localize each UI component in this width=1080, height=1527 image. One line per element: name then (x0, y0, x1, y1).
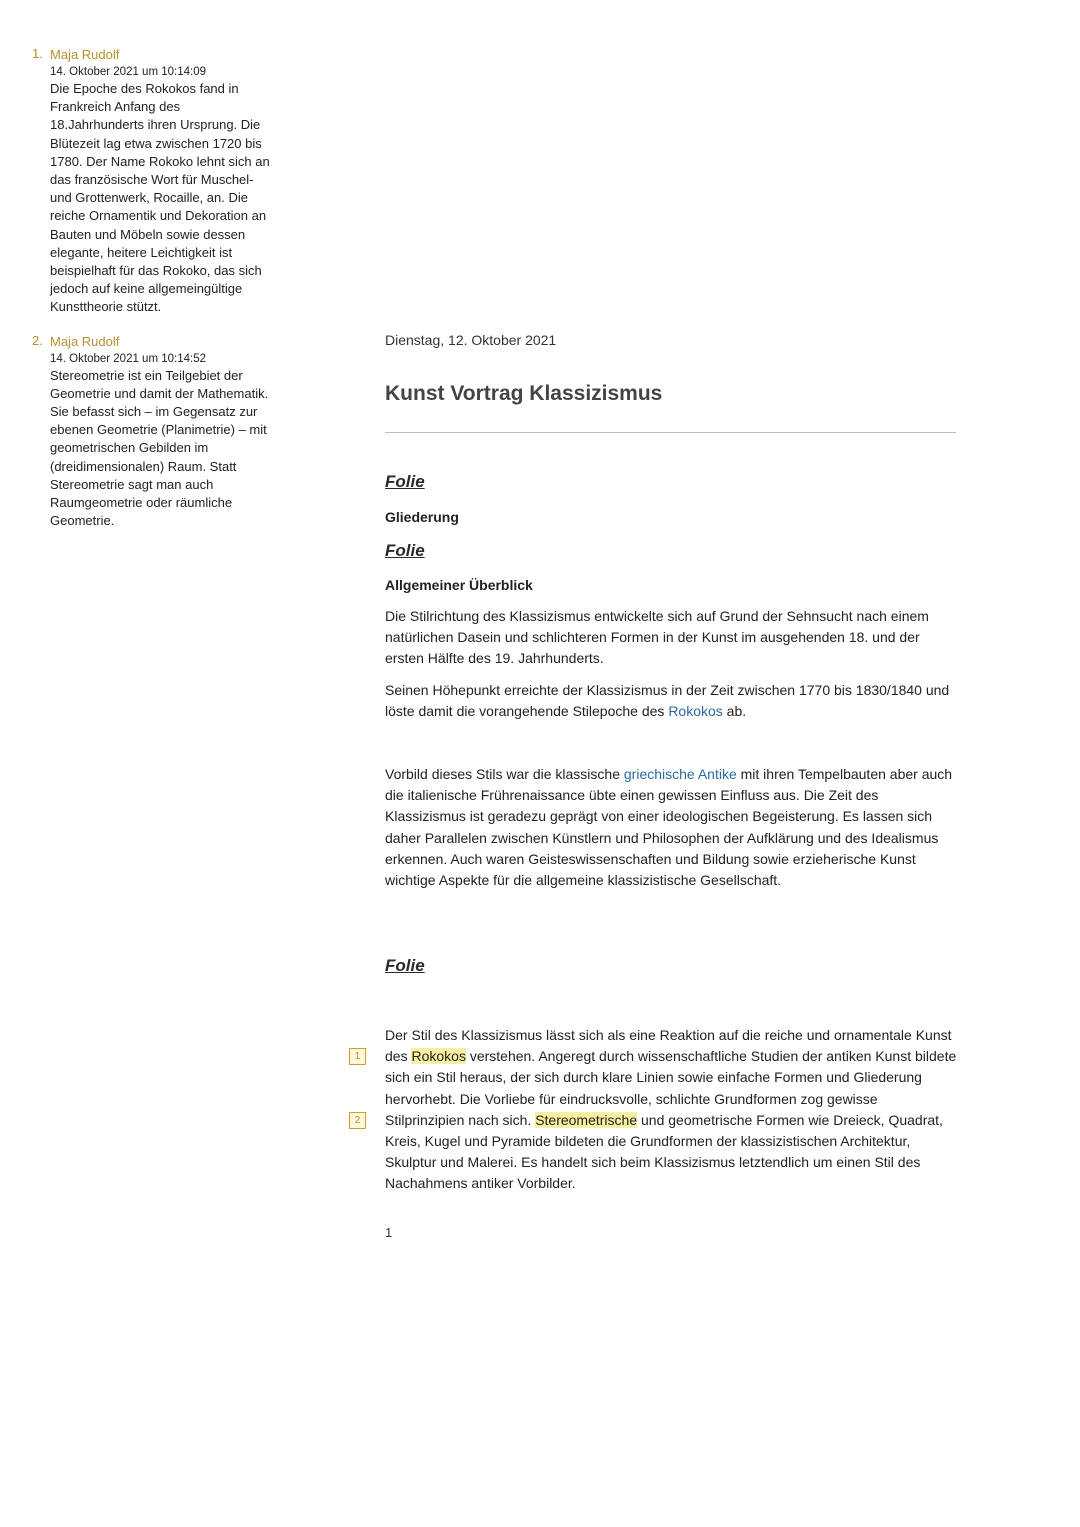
document-title: Kunst Vortrag Klassizismus (385, 382, 663, 405)
comment-text: Stereometrie ist ein Teilgebiet der Geometrie und damit der Mathematik. Sie befasst sich – im Gegensatz zur ebenen Geometrie (Planimetrie) – mit geometrischen Gebilden im (dreidimensionalen) Raum. Statt Stereometrie sagt man auch Raumgeometrie oder räumliche Geometrie. (50, 367, 269, 529)
folie-heading-3: Folie (385, 956, 425, 975)
comment-number: 1. (32, 46, 43, 61)
gliederung-heading: Gliederung (385, 509, 459, 525)
paragraph-4-text-a: Der Stil des Klassizismus lässt sich als eine Reaktion auf die reiche und ornamentale Kunst des (385, 1027, 952, 1065)
paragraph-4 (385, 1025, 957, 1195)
highlight-rokokos[interactable]: Rokokos (411, 1048, 466, 1065)
paragraph-3 (385, 764, 957, 891)
paragraph-3-end: mit ihren Tempelbauten aber auch die italienische Frührenaissance übte einen gewissen Einfluss aus. Die Zeit des Klassizismus ist geradezu geprägt von einer ideologischen Begeisterung. Es lassen sich daher Parallelen zwischen Künstlern und Philosophen der Aufklärung und des Idealismus erkennen. Auch waren Geisteswissenschaften und Bildung sowie erzieherische Kunst wichtige Aspekte für die allgemeine klassizistische Gesellschaft. (385, 766, 953, 889)
paragraph-4-text-b: verstehen. Angeregt durch wissenschaftliche Studien der antiken Kunst bildete sich ein Stil heraus, der sich durch klare Linien sowie einfache Formen und Gliederung hervorhebt. Die Vorliebe für eindrucksvolle, schlichte Grundformen zog gewisse Stilprinzipien nach sich. (385, 1048, 957, 1128)
comment-date: 14. Oktober 2021 um 10:14:09 (50, 66, 206, 78)
title-divider (385, 432, 956, 433)
comment-number: 2. (32, 332, 43, 348)
comment-author: Maja Rudolf (50, 47, 120, 62)
paragraph-4-text-c: und geometrische Formen wie Dreieck, Quadrat, Kreis, Kugel und Pyramide bildeten die Grundformen der klassizistischen Architektur, Skulptur und Malerei. Es handelt sich beim Klassizismus letztendlich um einen Stil des Nachahmens antiker Vorbilder. (385, 1111, 943, 1192)
paragraph-2-end: ab. (722, 703, 747, 720)
comment-2[interactable] (32, 333, 277, 531)
folie-heading-1: Folie (385, 472, 425, 491)
comment-marker-2[interactable]: 2 (349, 1112, 366, 1129)
paragraph-1: Die Stilrichtung des Klassizismus entwickelte sich auf Grund der Sehnsucht nach einem natürlichen Dasein und schlichteren Formen in der Kunst im ausgehenden 18. und der ersten Hälfte des 19. Jahrhunderts. (385, 608, 929, 667)
comment-date: 14. Oktober 2021 um 10:14:52 (50, 352, 206, 365)
ueberblick-heading: Allgemeiner Überblick (385, 577, 533, 593)
highlight-stereometrische[interactable]: Stereometrische (535, 1111, 638, 1128)
page-number: 1 (385, 1225, 393, 1240)
document-date: Dienstag, 12. Oktober 2021 (385, 332, 557, 348)
paragraph-2 (385, 680, 957, 722)
folie-heading-2: Folie (385, 541, 425, 560)
rokokos-link[interactable]: Rokokos (668, 703, 723, 720)
comment-text: Die Epoche des Rokokos fand in Frankreich Anfang des 18.Jahrhunderts ihren Ursprung. Die Blütezeit lag etwa zwischen 1720 bis 1780. Der Name Rokoko lehnt sich an das französische Wort für Muschel- und Grottenwerk, Rocaille, an. Die reiche Ornamentik und Dekoration an Bauten und Möbeln sowie dessen elegante, heitere Leichtigkeit ist beispielhaft für das Rokoko, das sich jedoch auf keine allgemeingültige Kunsttheorie stützt. (50, 81, 270, 315)
paragraph-2-text: Seinen Höhepunkt erreichte der Klassizismus in der Zeit zwischen 1770 bis 1830/1840 und löste damit die vorangehende Stilepoche des (385, 682, 950, 720)
comment-1[interactable] (32, 46, 277, 317)
griechische-antike-link[interactable]: griechische Antike (623, 766, 737, 782)
comment-author: Maja Rudolf (50, 333, 120, 349)
comment-marker-1[interactable]: 1 (349, 1048, 366, 1065)
paragraph-3-text: Vorbild dieses Stils war die klassische (385, 766, 624, 782)
comments-sidebar (32, 46, 277, 546)
